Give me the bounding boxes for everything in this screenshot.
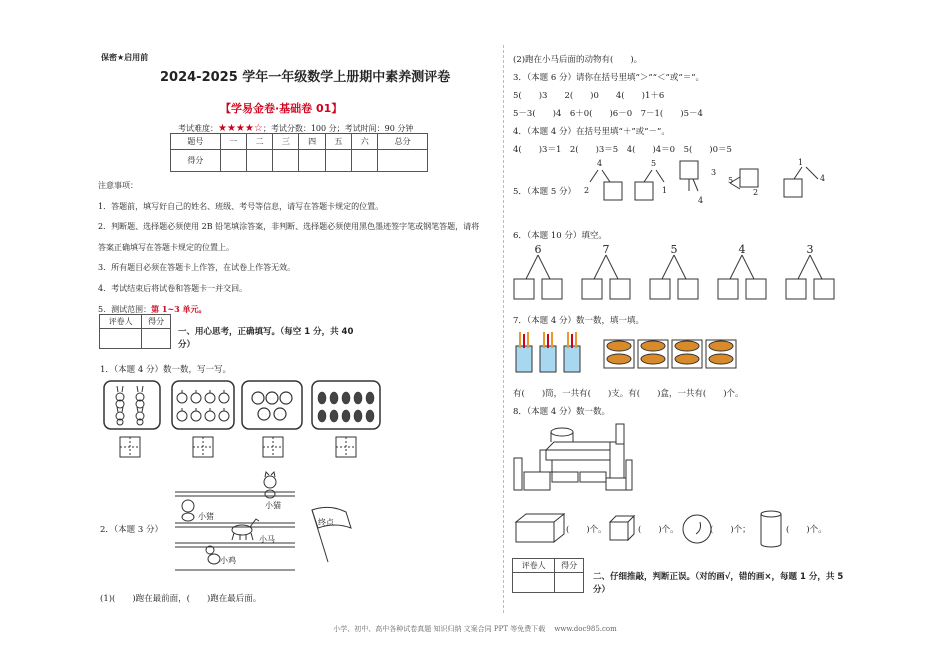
block-building-icon: [510, 420, 640, 495]
pig-icon: [182, 500, 194, 521]
q8-fill-cylinder: ( )个。: [786, 525, 827, 535]
picture-frame: [172, 381, 234, 429]
q5-number: 1: [662, 186, 668, 195]
grader-score-label: 得分: [555, 559, 584, 573]
q5-number: 5: [651, 159, 657, 168]
q5-number: 3: [711, 168, 717, 177]
cat-icon: [264, 472, 276, 498]
score-info: ；考试分数：100 分；考试时间：90 分钟: [262, 124, 414, 133]
scope-value: 第 1~3 单元。: [151, 304, 207, 314]
pig-label: 小猪: [198, 512, 214, 521]
q5-number: 5: [728, 176, 734, 185]
q5-number: 1: [798, 158, 804, 167]
score-cell: 题号: [171, 134, 221, 150]
q8-text: 8．（本题 4 分）数一数。: [513, 407, 610, 417]
circle-icon: [252, 392, 292, 420]
q6-top-number: 7: [602, 243, 610, 256]
picture-frame: [104, 381, 160, 429]
grader-box: [99, 314, 171, 349]
horse-label: 小马: [259, 535, 275, 544]
section1-heading: 一、用心思考，正确填写。（每空 1 分，共 40 分）: [178, 327, 354, 350]
grader-score-label: 得分: [142, 315, 171, 329]
q3-row1: 5( )3 2( )0 4( )1＋6: [513, 91, 665, 101]
page-footer: 小学、初中、高中各种试卷真题 知识归纳 文案合同 PPT 等免费下载 www.doc985.com: [333, 625, 617, 633]
note-item: 3．所有题目必须在答题卡上作答，在试卷上作答无效。: [98, 263, 296, 272]
q3-text: 3．（本题 6 分）请你在括号里填“＞”“＜”或“＝”。: [513, 73, 705, 83]
grader-box-2: [512, 558, 584, 593]
q5-diagrams: [580, 155, 840, 215]
difficulty-label: 考试难度：: [178, 124, 218, 133]
horse-icon: [232, 519, 259, 540]
pineapple-icon: [318, 392, 374, 422]
answer-boxes: [120, 437, 356, 457]
score-cell: 一: [220, 134, 246, 150]
page-subtitle: 【学易金卷·基础卷 01】: [220, 102, 343, 115]
score-table: [170, 133, 428, 172]
sphere-icon: [683, 515, 711, 543]
q2-1-text: (1)( )跑在最前面，( )跑在最后面。: [100, 594, 262, 604]
difficulty-stars: ★★★★☆: [218, 123, 263, 134]
note-item: 4．考试结束后将试卷和答题卡一并交回。: [98, 283, 248, 293]
notes-title: 注意事项：: [98, 181, 138, 190]
q6-top-number: 5: [670, 243, 678, 256]
note-item: 1．答题前，填写好自己的姓名、班级、考号等信息，请写在答题卡规定的位置。: [98, 201, 384, 211]
q5-number: 4: [597, 159, 603, 168]
rabbit-icon: [116, 386, 144, 425]
secret-label: 保密★启用前: [101, 53, 149, 62]
note-item: 答案正确填写在答题卡规定的位置上。: [98, 242, 234, 252]
q5-text: 5．（本题 5 分）: [513, 187, 576, 197]
bread-box-icon: [604, 340, 736, 368]
finish-flag-icon: [312, 507, 351, 562]
q2-text: 2．（本题 3 分）: [100, 525, 163, 535]
picture-frame: [242, 381, 302, 429]
apple-icon: [177, 390, 229, 421]
reviewer-label: 评卷人: [513, 559, 555, 573]
score-cell: 四: [299, 134, 325, 150]
score-cell: 二: [246, 134, 272, 150]
score-cell: 五: [325, 134, 351, 150]
q7-fill: 有( )筒，一共有( )支。有( )盒，一共有( )个。: [513, 389, 744, 399]
q4-text: 4．（本题 4 分）在括号里填“＋”或“－”。: [513, 127, 670, 137]
cat-label: 小猫: [265, 501, 281, 510]
cube-icon: [610, 516, 634, 540]
q5-number: 4: [698, 196, 704, 205]
cylinder-icon: [761, 511, 781, 517]
chick-label: 小鸡: [220, 556, 236, 565]
q7-pictures: [512, 328, 742, 376]
chick-icon: [206, 546, 220, 564]
score-cell: 总分: [378, 134, 428, 150]
q1-text: 1．（本题 4 分）数一数，写一写。: [100, 365, 231, 375]
q6-top-number: 4: [738, 243, 746, 256]
page-title: 2024-2025 学年一年级数学上册期中素养测评卷: [160, 70, 451, 85]
q5-number: 2: [584, 186, 590, 195]
score-cell: 得分: [171, 150, 221, 172]
q2-2-text: (2)跑在小马后面的动物有( )。: [513, 55, 643, 65]
race-picture: [170, 470, 370, 580]
score-cell: 六: [352, 134, 378, 150]
score-cell: 三: [273, 134, 299, 150]
column-divider: [503, 45, 504, 613]
scope-label: 5．测试范围：: [98, 305, 152, 314]
q6-top-number: 6: [534, 243, 542, 256]
section2-heading: 二、仔细推敲，判断正误。（对的画√，错的画×，每题 1 分，共 5 分）: [593, 572, 844, 595]
q6-text: 6．（本题 10 分）填空。: [513, 231, 607, 241]
note-item: 2．判断题、选择题必须使用 2B 铅笔填涂答案，非判断、选择题必须使用黑色墨迹签字笔或钢笔答题，请将: [98, 222, 480, 231]
q8-fill-sphere: ( )个；: [710, 525, 751, 535]
q6-top-number: 3: [806, 243, 814, 256]
notes: [98, 176, 498, 321]
q8-fill-cube: ( )个。: [638, 525, 679, 535]
q1-pictures: [100, 378, 390, 463]
q5-number: 2: [753, 188, 759, 197]
q5-number: 4: [820, 174, 826, 183]
q6-diagrams: [510, 243, 840, 303]
q4-row: 4( )3＝1 2( )3＝5 4( )4＝0 5( )0＝5: [513, 145, 732, 155]
finish-label: 终点: [318, 518, 334, 527]
q3-row2: 5－3( )4 6＋0( )6－0 7－1( )5－4: [513, 109, 703, 119]
q7-text: 7．（本题 4 分）数一数，填一填。: [513, 316, 644, 326]
reviewer-label: 评卷人: [100, 315, 142, 329]
pencil-cup-icon: [516, 332, 580, 372]
cuboid-icon: [516, 514, 564, 542]
q8-fill-cuboid: ( )个。: [566, 525, 607, 535]
